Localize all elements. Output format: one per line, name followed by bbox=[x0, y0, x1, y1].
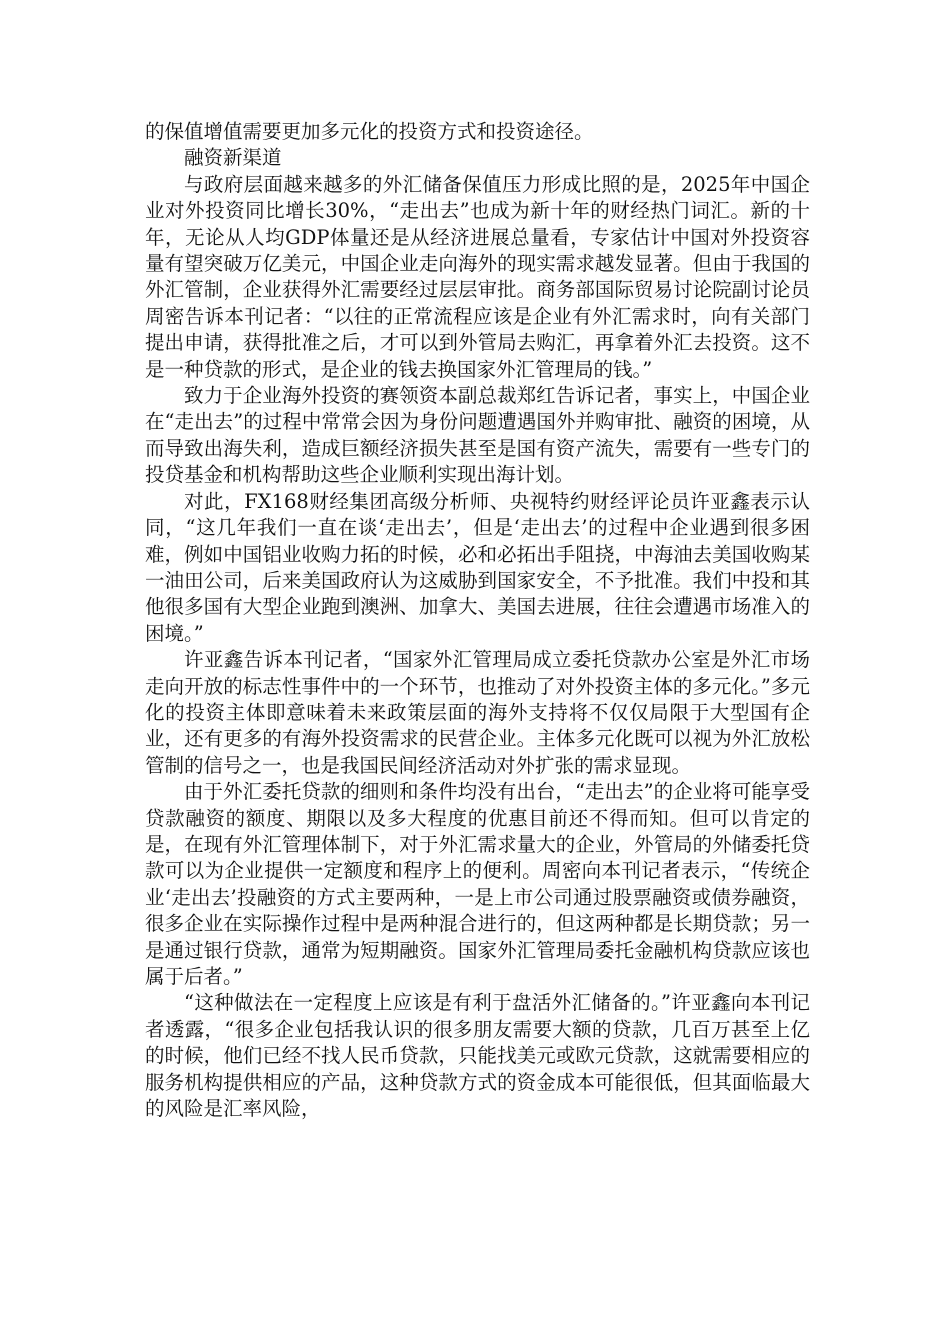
paragraph-continuation: 的保值增值需要更加多元化的投资方式和投资途径。 bbox=[145, 120, 594, 143]
section-heading: 融资新渠道 bbox=[184, 146, 282, 170]
paragraph: 对此，FX168财经集团高级分析师、央视特约财经评论员许亚鑫表示认同，“这几年我们一直在谈‘走出去’，但是‘走出去’的过程中企业遇到很多困难，例如中国铝业收购力拓的时候，必和必拓出手阻挠，中海油去美国收购某一油田公司，后来美国政府认为这威胁到国家安全，不予批准。我们中投和其他很多国有大型企业跑到澳洲、加拿大、美国去进展，往往会遭遇市场准入的困境。” bbox=[145, 489, 810, 645]
paragraph: 致力于企业海外投资的赛领资本副总裁郑红告诉记者，事实上，中国企业在“走出去”的过程中常常会因为身份问题遭遇国外并购审批、融资的困境，从而导致出海失利，造成巨额经济损失甚至是国有资产流失，需要有一些专门的投贷基金和机构帮助这些企业顺利实现出海计划。 bbox=[145, 384, 810, 487]
document-page bbox=[145, 119, 810, 1122]
paragraph: “这种做法在一定程度上应该是有利于盘活外汇储备的。”许亚鑫向本刊记者透露，“很多企业包括我认识的很多朋友需要大额的贷款，几百万甚至上亿的时候，他们已经不找人民币贷款，只能找美元或欧元贷款，这就需要相应的服务机构提供相应的产品，这种贷款方式的资金成本可能很低，但其面临最大的风险是汇率风险， bbox=[145, 991, 810, 1121]
paragraph: 与政府层面越来越多的外汇储备保值压力形成比照的是，2025年中国企业对外投资同比增长30%，“走出去”也成为新十年的财经热门词汇。新的十年，无论从人均GDP体量还是从经济进展总量看，专家估计中国对外投资容量有望突破万亿美元，中国企业走向海外的现实需求越发显著。但由于我国的外汇管制，企业获得外汇需要经过层层审批。商务部国际贸易讨论院副讨论员周密告诉本刊记者：“以往的正常流程应该是企业有外汇需求时，向有关部门提出申请，获得批准之后，才可以到外管局去购汇，再拿着外汇去投资。这不是一种贷款的形式，是企业的钱去换国家外汇管理局的钱。” bbox=[145, 172, 810, 381]
paragraph: 由于外汇委托贷款的细则和条件均没有出台，“走出去”的企业将可能享受贷款融资的额度、期限以及多大程度的优惠目前还不得而知。但可以肯定的是，在现有外汇管理体制下，对于外汇需求量大的企业，外管局的外储委托贷款可以为企业提供一定额度和程序上的便利。周密向本刊记者表示，“传统企业‘走出去’投融资的方式主要两种，一是上市公司通过股票融资或债券融资，很多企业在实际操作过程中是两种混合进行的，但这两种都是长期贷款；另一是通过银行贷款，通常为短期融资。国家外汇管理局委托金融机构贷款应该也属于后者。” bbox=[145, 780, 810, 988]
paragraph: 许亚鑫告诉本刊记者，“国家外汇管理局成立委托贷款办公室是外汇市场走向开放的标志性事件中的一个环节，也推动了对外投资主体的多元化。”多元化的投资主体即意味着未来政策层面的海外支持将不仅仅局限于大型国有企业，还有更多的有海外投资需求的民营企业。主体多元化既可以视为外汇放松管制的信号之一，也是我国民间经济活动对外扩张的需求显现。 bbox=[145, 648, 810, 777]
